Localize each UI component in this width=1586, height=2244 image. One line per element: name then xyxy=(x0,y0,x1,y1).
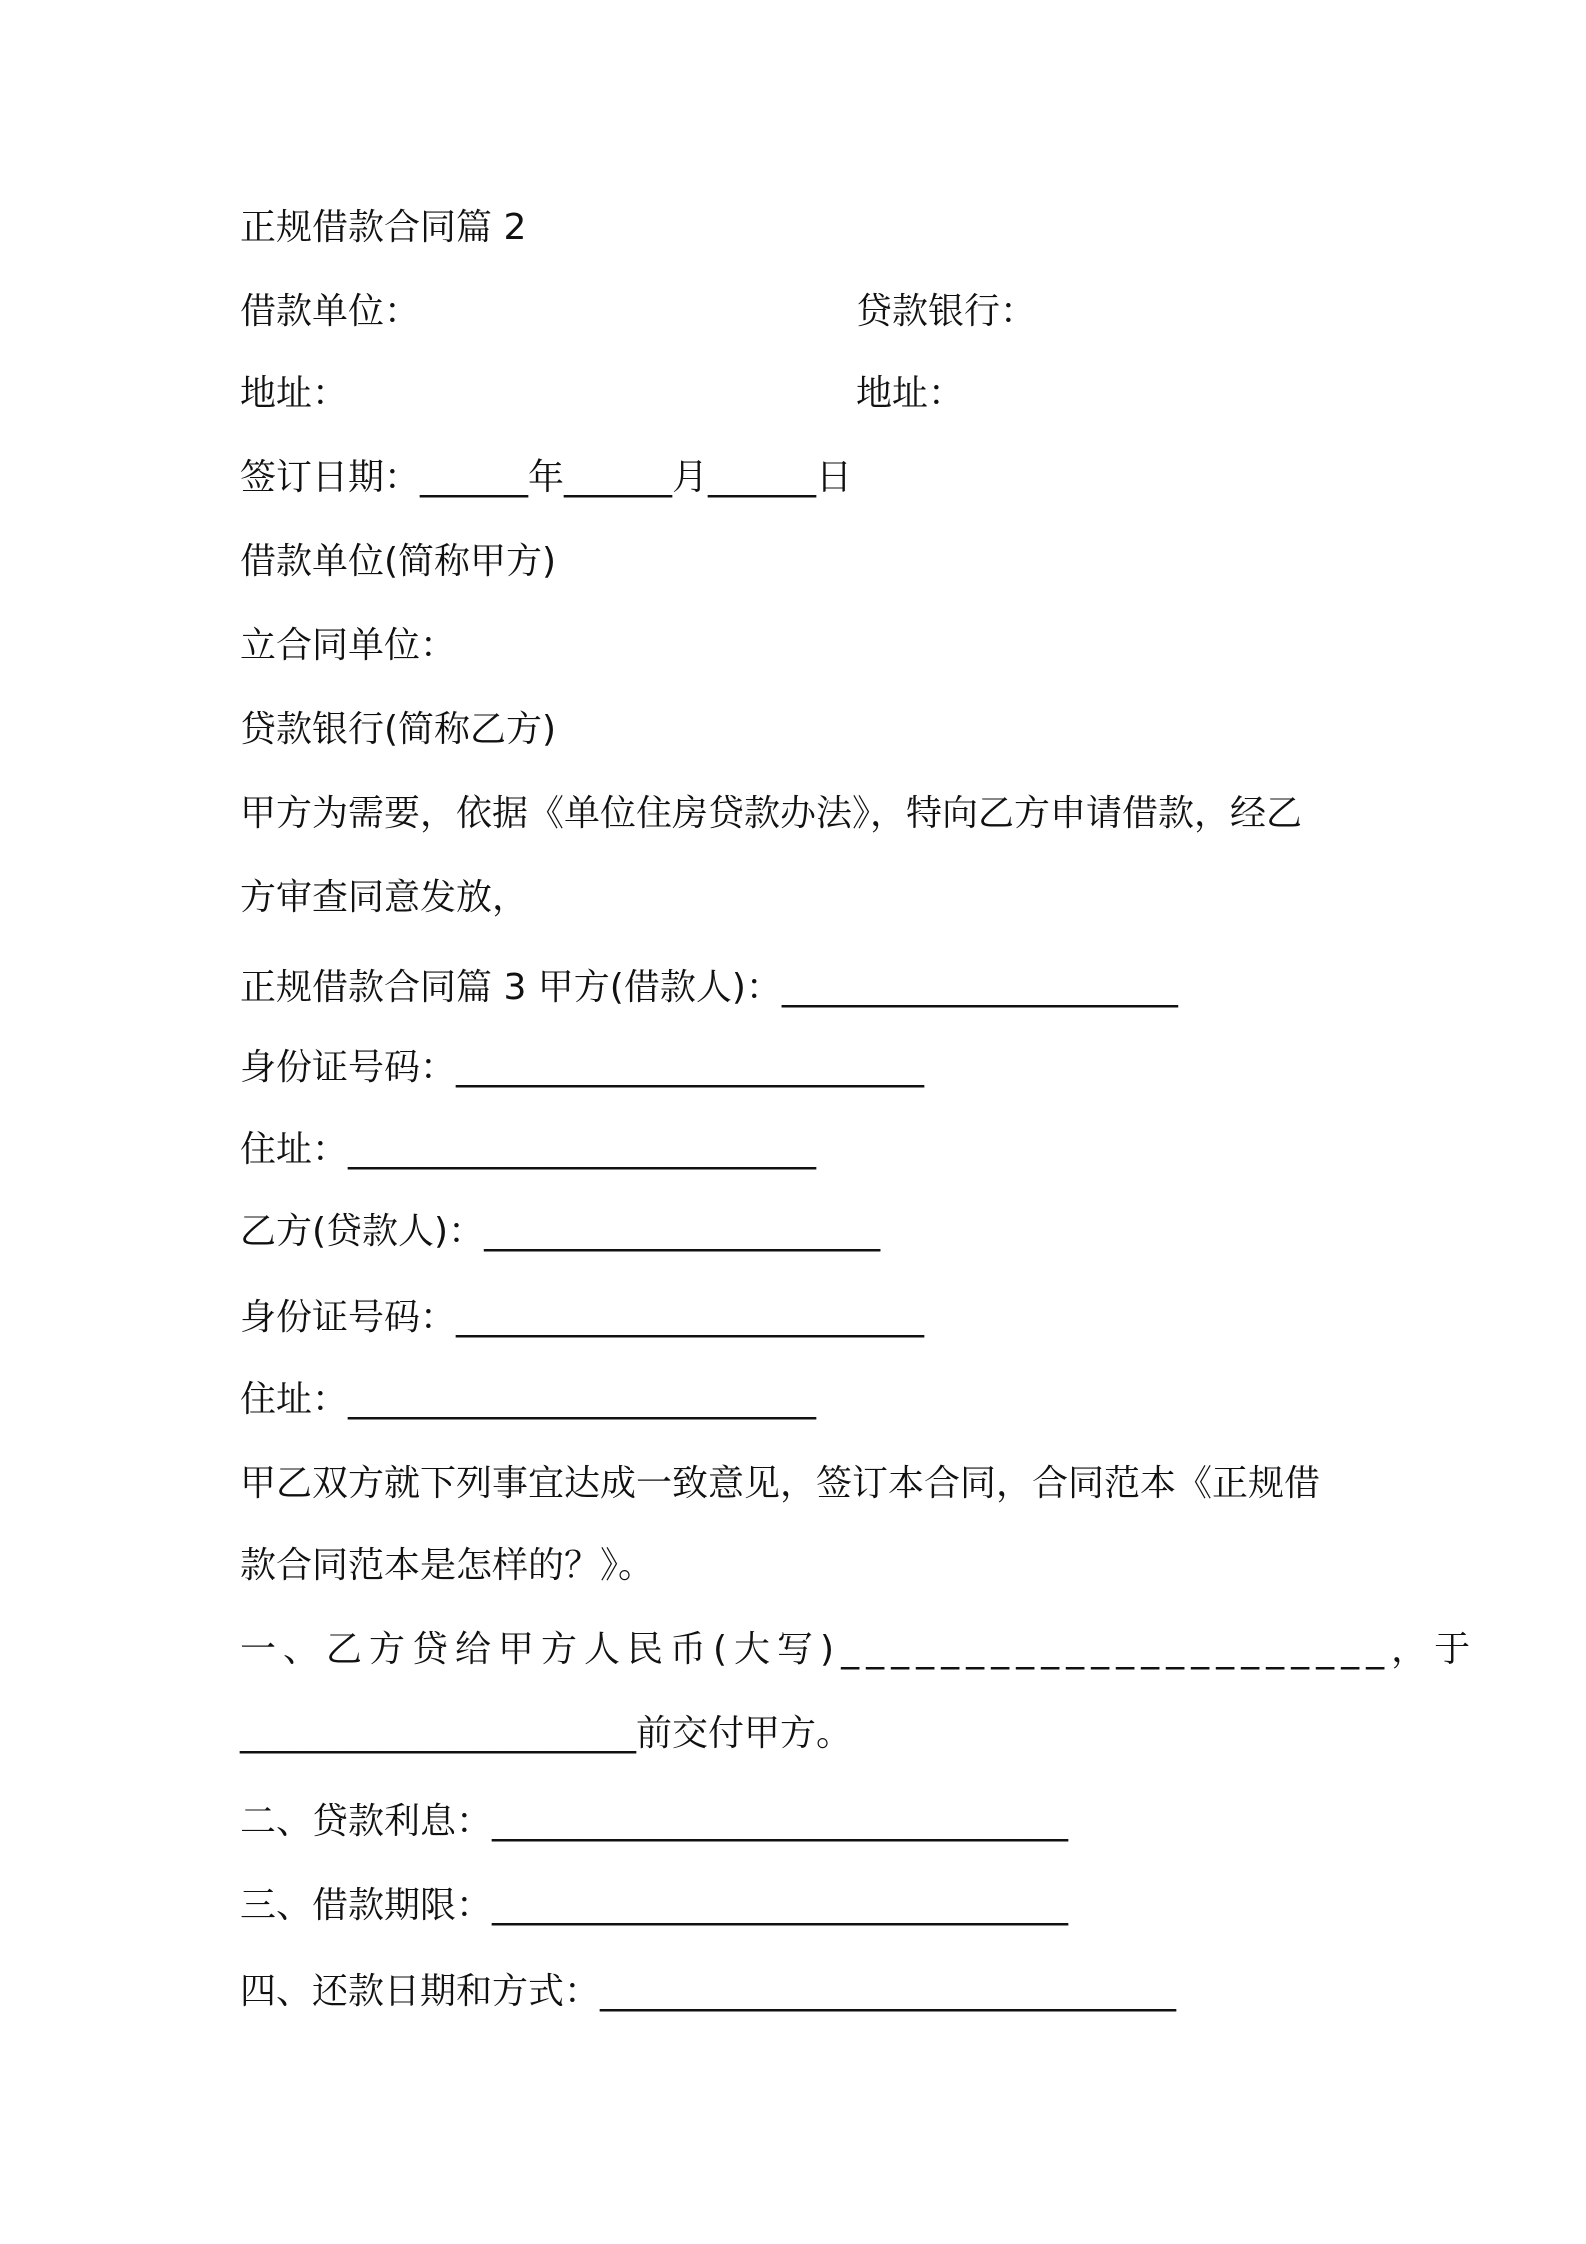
address-a: 住址：__________________________ xyxy=(240,1129,817,1170)
address-row xyxy=(240,372,965,416)
contracting-unit: 立合同单位： xyxy=(240,625,457,666)
party-b-short: 贷款银行(简称乙方) xyxy=(240,709,557,750)
document-heading: 正规借款合同篇 2 xyxy=(240,207,527,248)
clause-2: 二、贷款利息：________________________________ xyxy=(240,1801,1069,1842)
clause-1-line-2: ______________________前交付甲方。 xyxy=(240,1713,853,1754)
party-b-lender: 乙方(贷款人)：______________________ xyxy=(240,1211,881,1252)
borrower-label: 借款单位： xyxy=(240,291,421,332)
clause-4: 四、还款日期和方式：________________________________ xyxy=(240,1971,1177,2012)
address-right-label: 地址： xyxy=(856,373,965,414)
id-number-b: 身份证号码：__________________________ xyxy=(240,1297,925,1338)
clause-3: 三、借款期限：________________________________ xyxy=(240,1885,1069,1926)
clause-1-line-1: 一、乙方贷给甲方人民币(大写)______________________，于 xyxy=(240,1629,1478,1670)
intro-line-1: 甲方为需要，依据《单位住房贷款办法》，特向乙方申请借款，经乙 xyxy=(240,793,1303,834)
bank-label: 贷款银行： xyxy=(856,291,1037,332)
borrower-bank-row xyxy=(240,290,1037,334)
id-number-a: 身份证号码：__________________________ xyxy=(240,1047,925,1088)
intro-line-2: 方审查同意发放， xyxy=(240,877,529,918)
agreement-line-2: 款合同范本是怎样的？》。 xyxy=(240,1545,655,1586)
party-a-short: 借款单位(简称甲方) xyxy=(240,541,557,582)
heading3-party-a: 正规借款合同篇 3 甲方(借款人)：______________________ xyxy=(240,967,1178,1008)
address-b: 住址：__________________________ xyxy=(240,1379,817,1420)
agreement-line-1: 甲乙双方就下列事宜达成一致意见，签订本合同，合同范本《正规借 xyxy=(240,1463,1321,1504)
sign-date: 签订日期：______年______月______日 xyxy=(240,457,853,498)
address-left-label: 地址： xyxy=(240,373,349,414)
